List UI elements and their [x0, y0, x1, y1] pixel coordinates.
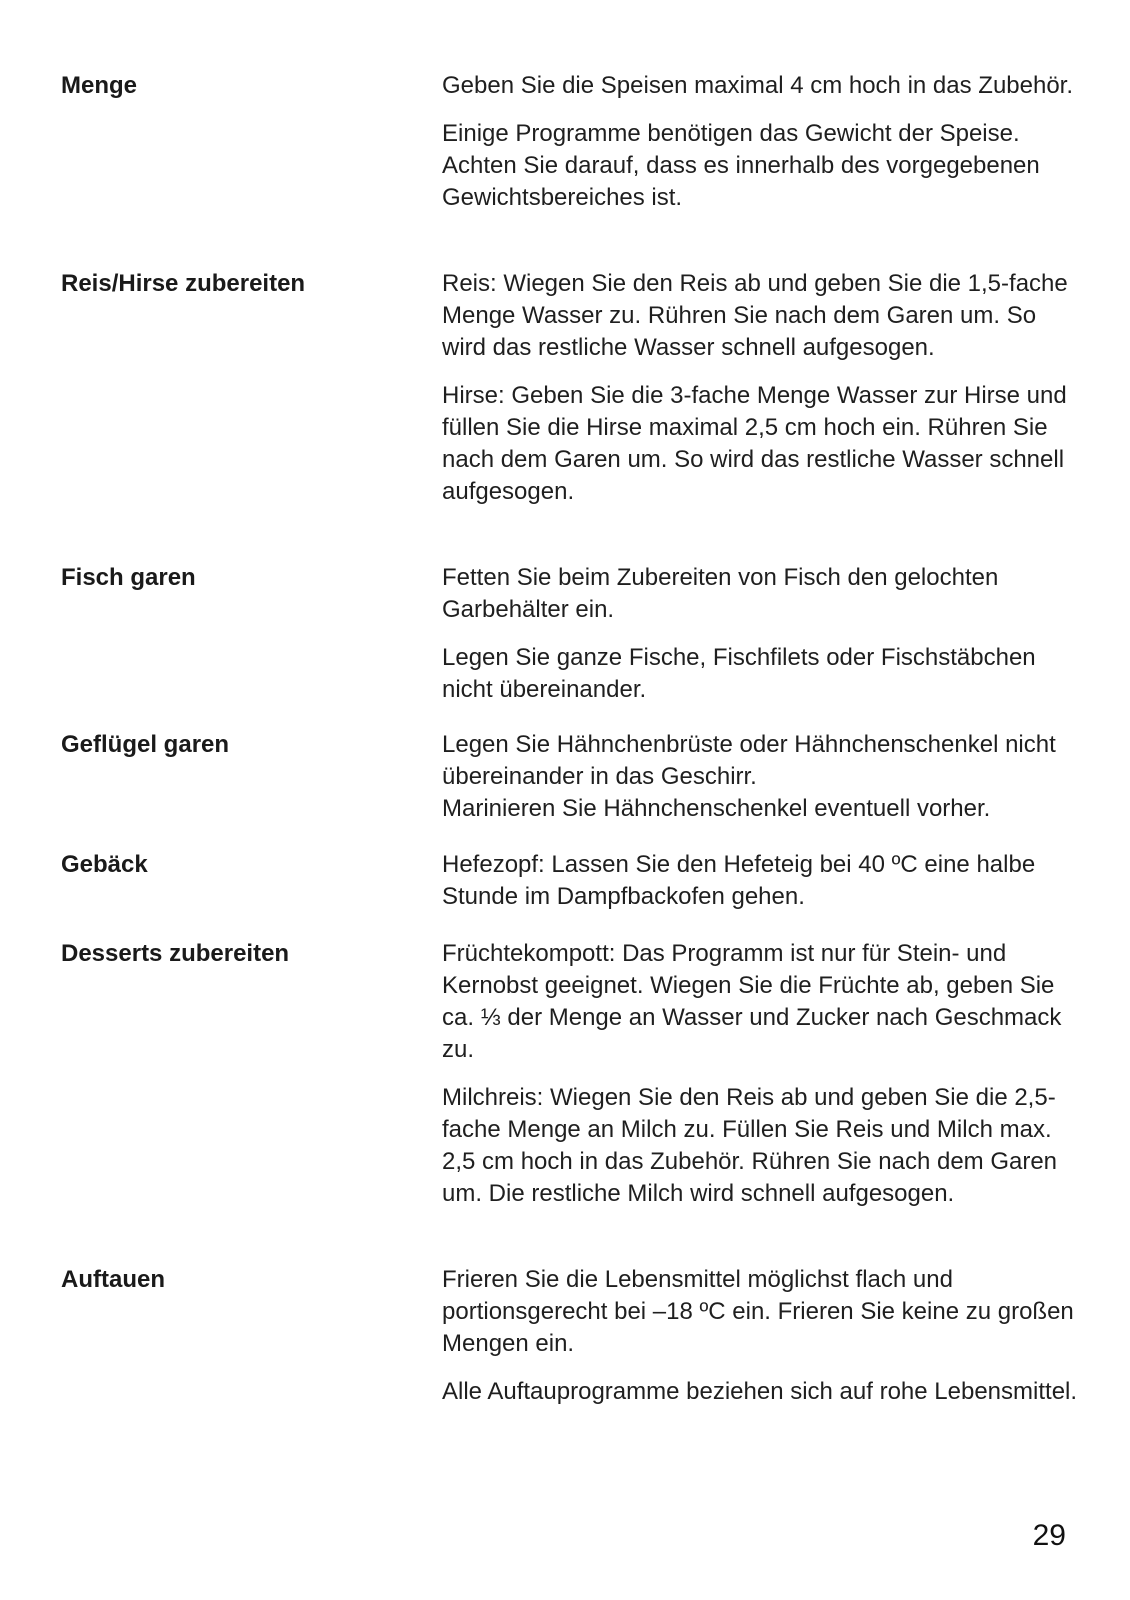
paragraph: Früchtekompott: Das Programm ist nur für Stein- und Kernobst geeignet. Wiegen Sie die Früchte ab, geben Sie ca. ⅓ der Menge an Wasser und Zucker nach Geschmack zu. [442, 940, 1062, 1063]
page-number: 29 [1032, 1519, 1066, 1552]
section-content [442, 562, 1082, 722]
section-label: Desserts zubereiten [61, 940, 290, 967]
paragraph: Reis: Wiegen Sie den Reis ab und geben Sie die 1,5-fache Menge Wasser zu. Rühren Sie nach dem Garen um. So wird das restliche Wasser schnell aufgesogen. [442, 270, 1068, 361]
paragraph: Hirse: Geben Sie die 3-fache Menge Wasser zur Hirse und füllen Sie die Hirse maximal 2,5 cm hoch ein. Rühren Sie nach dem Garen um. So wird das restliche Wasser schnell aufgesogen. [442, 382, 1067, 505]
section-content [442, 1264, 1082, 1424]
section-content [442, 849, 1082, 929]
section-label: Auftauen [61, 1266, 165, 1293]
section-content [442, 268, 1082, 524]
section-content [442, 729, 1082, 841]
section-label: Menge [61, 72, 138, 99]
section-content [442, 70, 1082, 230]
paragraph: Legen Sie Hähnchenbrüste oder Hähnchenschenkel nicht übereinander in das Geschirr. [442, 731, 1056, 790]
section-content [442, 938, 1082, 1226]
section-label: Fisch garen [61, 564, 196, 591]
paragraph: Geben Sie die Speisen maximal 4 cm hoch in das Zubehör. [442, 72, 1074, 99]
paragraph: Marinieren Sie Hähnchenschenkel eventuell vorher. [442, 795, 991, 822]
paragraph: Hefezopf: Lassen Sie den Hefeteig bei 40 ºC eine halbe Stunde im Dampfbackofen gehen. [442, 851, 1036, 910]
paragraph: Alle Auftauprogramme beziehen sich auf rohe Lebensmittel. [442, 1378, 1078, 1405]
section-label: Gebäck [61, 851, 148, 878]
section-label: Geflügel garen [61, 731, 230, 758]
paragraph: Milchreis: Wiegen Sie den Reis ab und geben Sie die 2,5-fache Menge an Milch zu. Füllen Sie Reis und Milch max. 2,5 cm hoch in das Zubehör. Rühren Sie nach dem Garen um. Die restliche Milch wird schnell aufgesogen. [442, 1084, 1058, 1207]
paragraph: Frieren Sie die Lebensmittel möglichst flach und portionsgerecht bei –18 ºC ein. Frieren Sie keine zu großen Mengen ein. [442, 1266, 1074, 1357]
paragraph: Fetten Sie beim Zubereiten von Fisch den gelochten Garbehälter ein. [442, 564, 999, 623]
paragraph: Legen Sie ganze Fische, Fischfilets oder Fischstäbchen nicht übereinander. [442, 644, 1036, 703]
section-label: Reis/Hirse zubereiten [61, 270, 306, 297]
paragraph: Einige Programme benötigen das Gewicht der Speise. Achten Sie darauf, dass es innerhalb des vorgegebenen Gewichtsbereiches ist. [442, 120, 1040, 211]
